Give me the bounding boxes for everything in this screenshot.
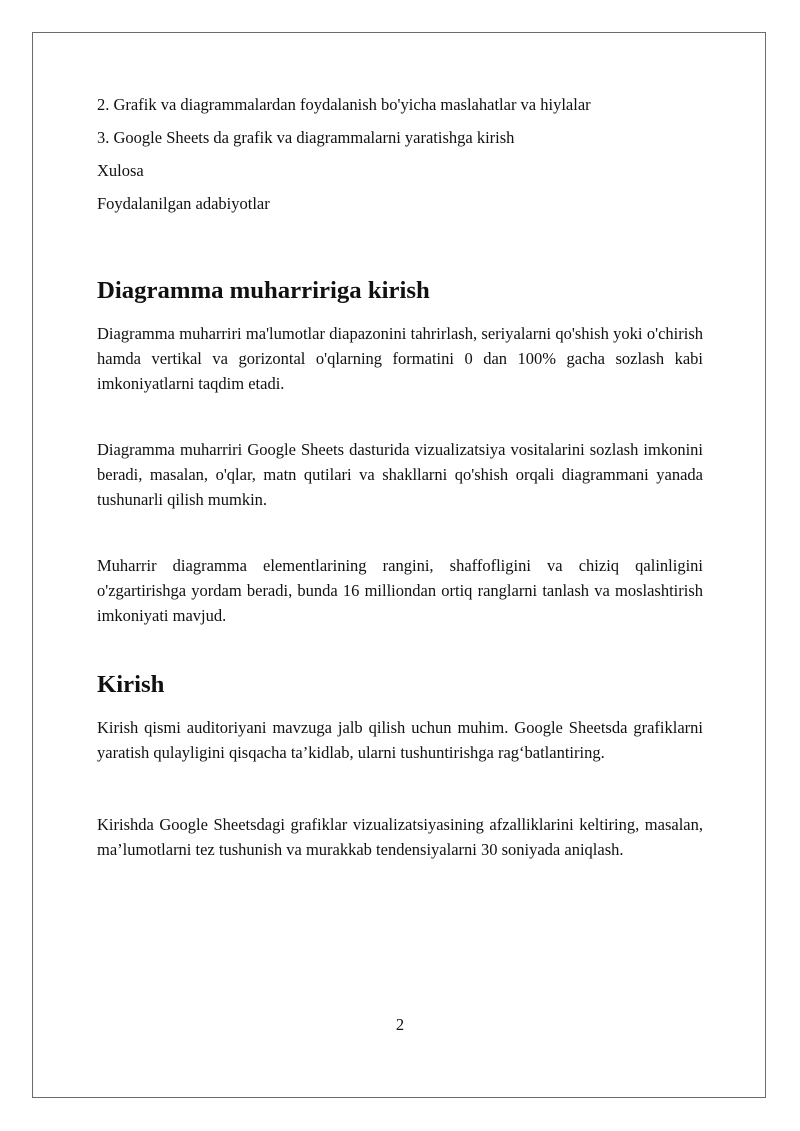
toc-item: Foydalanilgan adabiyotlar xyxy=(97,194,270,213)
paragraph: Diagramma muharriri Google Sheets dasturida vizualizatsiya vositalarini sozlash imkonini beradi, masalan, o'qlar, matn qutilari va shakllarni qo'shish orqali diagrammani yanada tushunarli qilish mumkin. xyxy=(97,440,703,509)
paragraph: Kirishda Google Sheetsdagi grafiklar vizualizatsiyasining afzalliklarini keltiring, masalan, ma’lumotlarni tez tushunish va murakkab tendensiyalarni 30 soniyada aniqlash. xyxy=(97,815,703,859)
toc-item: 3. Google Sheets da grafik va diagrammalarni yaratishga kirish xyxy=(97,128,515,147)
paragraph: Kirish qismi auditoriyani mavzuga jalb qilish uchun muhim. Google Sheetsda grafiklarni yaratish qulayligini qisqacha ta’kidlab, ularni tushuntirishga rag‘batlantiring. xyxy=(97,718,703,762)
document-body xyxy=(97,94,703,862)
toc-item: 2. Grafik va diagrammalardan foydalanish bo'yicha maslahatlar va hiylalar xyxy=(97,95,591,114)
page-number: 2 xyxy=(395,1015,405,1034)
paragraph: Muharrir diagramma elementlarining rangini, shaffofligini va chiziq qalinligini o'zgartirishga yordam beradi, bunda 16 milliondan ortiq ranglarni tanlash va moslashtirish imkoniyati mavjud. xyxy=(97,556,703,625)
section-heading-diagram-editor: Diagramma muharririga kirish xyxy=(97,277,430,304)
paragraph: Diagramma muharriri ma'lumotlar diapazonini tahrirlash, seriyalarni qo'shish yoki o'chirish hamda vertikal va gorizontal o'qlarning formatini 0 dan 100% gacha sozlash kabi imkoniyatlarni taqdim etadi. xyxy=(97,324,703,393)
toc-item: Xulosa xyxy=(97,161,144,180)
section-heading-introduction: Kirish xyxy=(97,671,165,698)
